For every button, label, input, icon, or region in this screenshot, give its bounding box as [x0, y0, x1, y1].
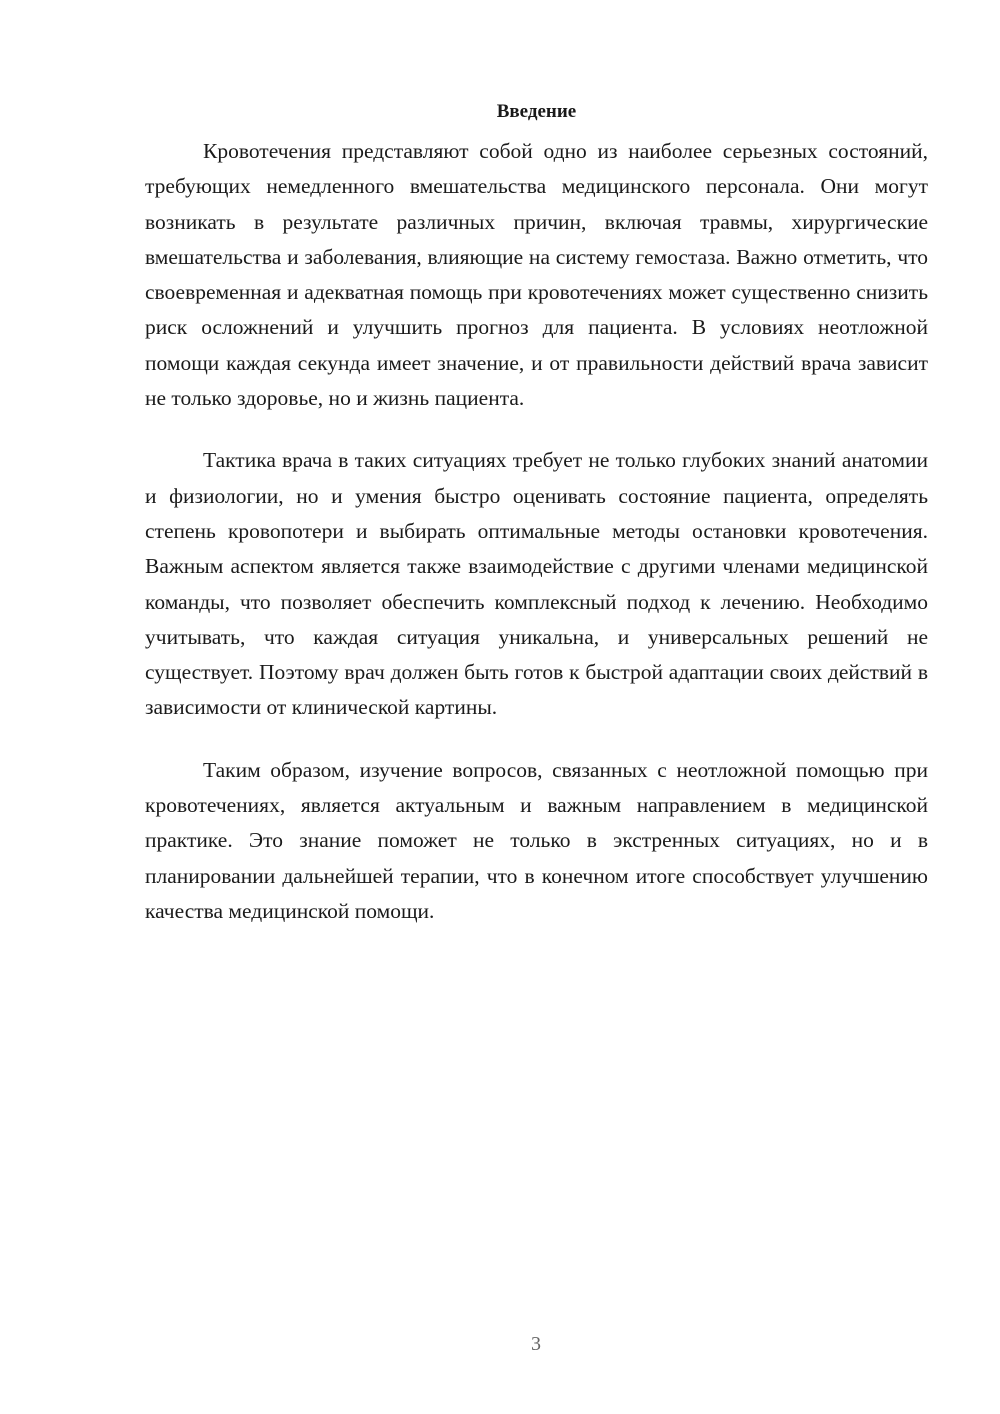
section-heading: Введение — [496, 101, 577, 122]
paragraph-3: Таким образом, изучение вопросов, связанных с неотложной помощью при кровотечениях, является актуальным и важным направлением в медицинской практике. Это знание поможет не только в экстренных ситуациях, но и в планировании дальнейшей терапии, что в конечном итоге способствует улучшению качества медицинской помощи. — [145, 757, 928, 923]
page-number: 3 — [531, 1333, 541, 1355]
paragraph-2: Тактика врача в таких ситуациях требует не только глубоких знаний анатомии и физиологии, но и умения быстро оценивать состояние пациента, определять степень кровопотери и выбирать оптимальные методы остановки кровотечения. Важным аспектом является также взаимодействие с другими членами медицинской команды, что позволяет обеспечить комплексный подход к лечению. Необходимо учитывать, что каждая ситуация уникальна, и универсальных решений не существует. Поэтому врач должен быть готов к быстрой адаптации своих действий в зависимости от клинической картины. — [145, 448, 928, 720]
page-content — [145, 95, 928, 956]
paragraph-1: Кровотечения представляют собой одно из наиболее серьезных состояний, требующих немедленного вмешательства медицинского персонала. Они могут возникать в результате различных причин, включая травмы, хирургические вмешательства и заболевания, влияющие на систему гемостаза. Важно отметить, что своевременная и адекватная помощь при кровотечениях может существенно снизить риск осложнений и улучшить прогноз для пациента. В условиях неотложной помощи каждая секунда имеет значение, и от правильности действий врача зависит не только здоровье, но и жизнь пациента. — [145, 139, 928, 411]
